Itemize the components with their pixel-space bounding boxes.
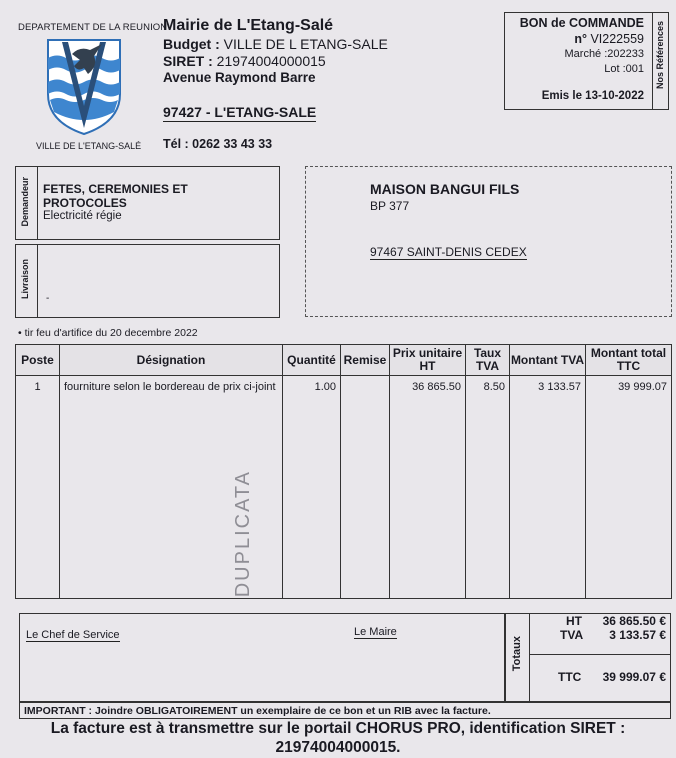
order-lot: Lot :001 (604, 63, 644, 75)
order-marche: Marché :202233 (564, 48, 644, 60)
budget-label: Budget : (163, 36, 220, 52)
important-notice: IMPORTANT : Joindre OBLIGATOIREMENT un exemplaire de ce bon et un RIB avec la facture. (19, 702, 671, 719)
demandeur-label: Demandeur (20, 177, 30, 227)
totals-divider (530, 654, 670, 655)
mairie-title: Mairie de L'Etang-Salé (163, 17, 334, 34)
demandeur-side (16, 167, 38, 239)
mairie-address: Avenue Raymond Barre (163, 70, 316, 85)
references-column (653, 13, 669, 109)
table-header-row (16, 345, 672, 376)
footer-text: La facture est à transmettre sur le portail CHORUS PRO, identification SIRET : 21974004000015. (50, 720, 626, 756)
cell-taux-tva: 8.50 (466, 376, 510, 599)
livraison-label: Livraison (20, 259, 30, 300)
cell-montant-ttc: 39 999.07 (586, 376, 672, 599)
col-header-montant-ttc: Montant total TTC (586, 345, 672, 376)
col-header-poste: Poste (16, 345, 60, 376)
budget-value: VILLE DE L ETANG-SALE (223, 36, 388, 52)
order-note: • tir feu d'artifice du 20 decembre 2022 (18, 327, 198, 339)
cell-quantite: 1.00 (283, 376, 341, 599)
col-header-prix-unitaire: Prix unitaire HT (390, 345, 466, 376)
town-caption: VILLE DE L'ETANG-SALÉ (36, 141, 142, 151)
total-ht-label: HT (566, 614, 582, 628)
col-header-taux-tva: Taux TVA (466, 345, 510, 376)
cell-poste: 1 (16, 376, 60, 599)
town-crest-logo (44, 36, 124, 136)
order-box (504, 12, 669, 110)
total-ht-value: 36 865.50 € (602, 614, 666, 628)
siret-label: SIRET : (163, 53, 213, 69)
cell-designation: fourniture selon le bordereau de prix ci-joint (60, 376, 283, 599)
col-header-quantite: Quantité (283, 345, 341, 376)
department-label: DEPARTEMENT DE LA REUNION (18, 22, 168, 33)
order-title: BON de COMMANDE (519, 16, 644, 30)
livraison-value: - (46, 293, 50, 304)
total-tva-label: TVA (560, 628, 584, 642)
total-tva-value: 3 133.57 € (609, 628, 666, 642)
mairie-postal-city: 97427 - L'ETANG-SALE (163, 104, 317, 120)
total-ttc-label: TTC (558, 670, 582, 684)
signature-box (19, 613, 505, 702)
chef-de-service-label: Le Chef de Service (26, 629, 120, 641)
mairie-phone: Tél : 0262 33 43 33 (163, 137, 273, 151)
demandeur-line-2: PROTOCOLES (43, 196, 127, 210)
totals-side (506, 614, 530, 701)
demandeur-box (15, 166, 280, 240)
supplier-name: MAISON BANGUI FILS (370, 181, 520, 197)
cell-prix-unitaire: 36 865.50 (390, 376, 466, 599)
cell-remise (341, 376, 390, 599)
col-header-montant-tva: Montant TVA (510, 345, 586, 376)
demandeur-line-1: FETES, CEREMONIES ET (43, 182, 188, 196)
col-header-remise: Remise (341, 345, 390, 376)
footer-instruction (0, 719, 676, 757)
siret-value: 21974004000015 (216, 53, 326, 69)
duplicata-watermark: DUPLICATA (232, 470, 254, 598)
totals-label: Totaux (511, 636, 523, 672)
total-ttc-value: 39 999.07 € (602, 670, 666, 684)
maire-label: Le Maire (354, 626, 397, 638)
livraison-side (16, 245, 38, 317)
supplier-city: 97467 SAINT-DENIS CEDEX (370, 245, 527, 259)
order-info (505, 13, 653, 109)
supplier-box (305, 166, 672, 317)
references-label: Nos Références (655, 21, 665, 90)
order-number-prefix: n° (574, 32, 587, 46)
cell-montant-tva: 3 133.57 (510, 376, 586, 599)
order-number-value: VI222559 (590, 32, 644, 46)
supplier-box-number: BP 377 (370, 199, 410, 213)
livraison-box (15, 244, 280, 318)
order-lines-table (15, 344, 672, 599)
order-number (574, 32, 644, 46)
demandeur-line-3: Electricité régie (43, 210, 122, 222)
budget-line (163, 36, 388, 52)
table-row (16, 376, 672, 599)
siret-line (163, 53, 326, 69)
totals-box (505, 613, 671, 702)
order-issued-date: Emis le 13-10-2022 (541, 90, 644, 102)
col-header-designation: Désignation (60, 345, 283, 376)
